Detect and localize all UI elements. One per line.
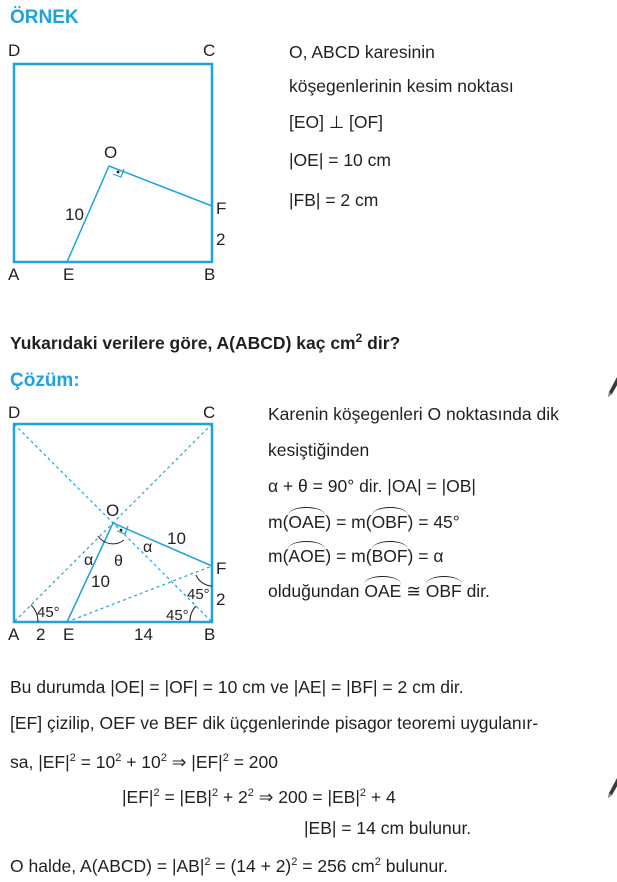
solution-line-2: kesiştiğinden [268,440,370,460]
example-heading: ÖRNEK [10,7,79,28]
label-alpha-right: α [143,539,153,556]
label-ae-length: 2 [36,625,46,644]
label-e: E [63,625,75,644]
solution-line-3: α + θ = 90° dir. |OA| = |OB| [268,476,476,496]
given-line-3: [EO] ⊥ [OF] [289,112,384,132]
solution-paragraph-4: $|EF|^2 = |EB|^2 + 2^2$ ⇒ $200 = |EB|^2 + 4$ [122,786,396,807]
label-oe-length: 10 [91,572,110,591]
given-line-1: O, ABCD karesinin [289,42,435,62]
label-a: A [8,625,20,644]
label-o: O [106,501,120,520]
angle-arc-f [196,575,212,586]
solution-line-1: Karenin köşegenleri O noktasında dik [268,404,559,424]
solution-paragraph-3: sa, $|EF|^2 = 10^2 + 10^2$ ⇒ $|EF|^2 = 200$ [10,751,279,772]
solution-line-6: olduğundan OAE ≅ OBF dir. [268,581,490,601]
square-abcd [14,64,212,262]
label-angle-b: 45° [166,607,189,624]
label-of-length: 10 [167,529,186,548]
label-f: F [216,559,227,578]
label-fb-length: 2 [216,230,226,249]
angle-arc-o [98,536,124,544]
solution-paragraph-2: [EF] çizilip, OEF ve BEF dik üçgenlerinde pisagor teoremi uygulanır- [10,713,539,733]
segment-of [113,523,212,566]
pencil-icon [607,777,617,799]
right-angle-dot [117,171,120,174]
solution-line-5: m(AOE) = m(BOF) = α [268,546,444,566]
given-line-4: |OE| = 10 cm [289,150,391,170]
label-alpha-left: α [84,552,94,569]
solution-figure [0,400,240,650]
solution-heading: Çözüm: [10,370,80,391]
right-angle-dot [120,529,123,532]
label-e: E [63,265,75,284]
label-b: B [204,265,216,284]
label-a: A [8,265,20,284]
label-c: C [203,41,216,60]
angle-arc-b [190,606,196,622]
solution-paragraph-1: Bu durumda |OE| = |OF| = 10 cm ve |AE| = |BF| = 2 cm dir. [10,677,464,697]
question-text: Yukarıdaki verilere göre, A(ABCD) kaç $cm^2$ dir? [10,331,401,353]
given-line-5: |FB| = 2 cm [289,190,379,210]
label-c: C [203,403,216,422]
example-figure [0,38,240,288]
label-eb-length: 14 [134,625,153,644]
label-angle-f: 45° [187,586,210,603]
solution-paragraph-5: |EB| = 14 cm bulunur. [304,818,472,838]
label-f: F [216,199,227,218]
label-angle-a: 45° [37,604,60,621]
label-d: D [8,41,21,60]
label-o: O [104,143,118,162]
label-theta: θ [114,553,123,570]
label-oe-length: 10 [65,205,84,224]
solution-paragraph-6: O halde, A(ABCD) = $|AB|^2 = (14 + 2)^2 = 256$ $cm^2$ bulunur. [10,855,448,876]
label-fb-length: 2 [216,590,226,609]
label-b: B [204,625,216,644]
solution-line-4: m(OAE) = m(OBF) = 45° [268,512,460,532]
segment-of [109,166,212,206]
pencil-icon [607,376,617,398]
given-line-2: köşegenlerinin kesim noktası [289,76,514,96]
label-d: D [8,403,21,422]
